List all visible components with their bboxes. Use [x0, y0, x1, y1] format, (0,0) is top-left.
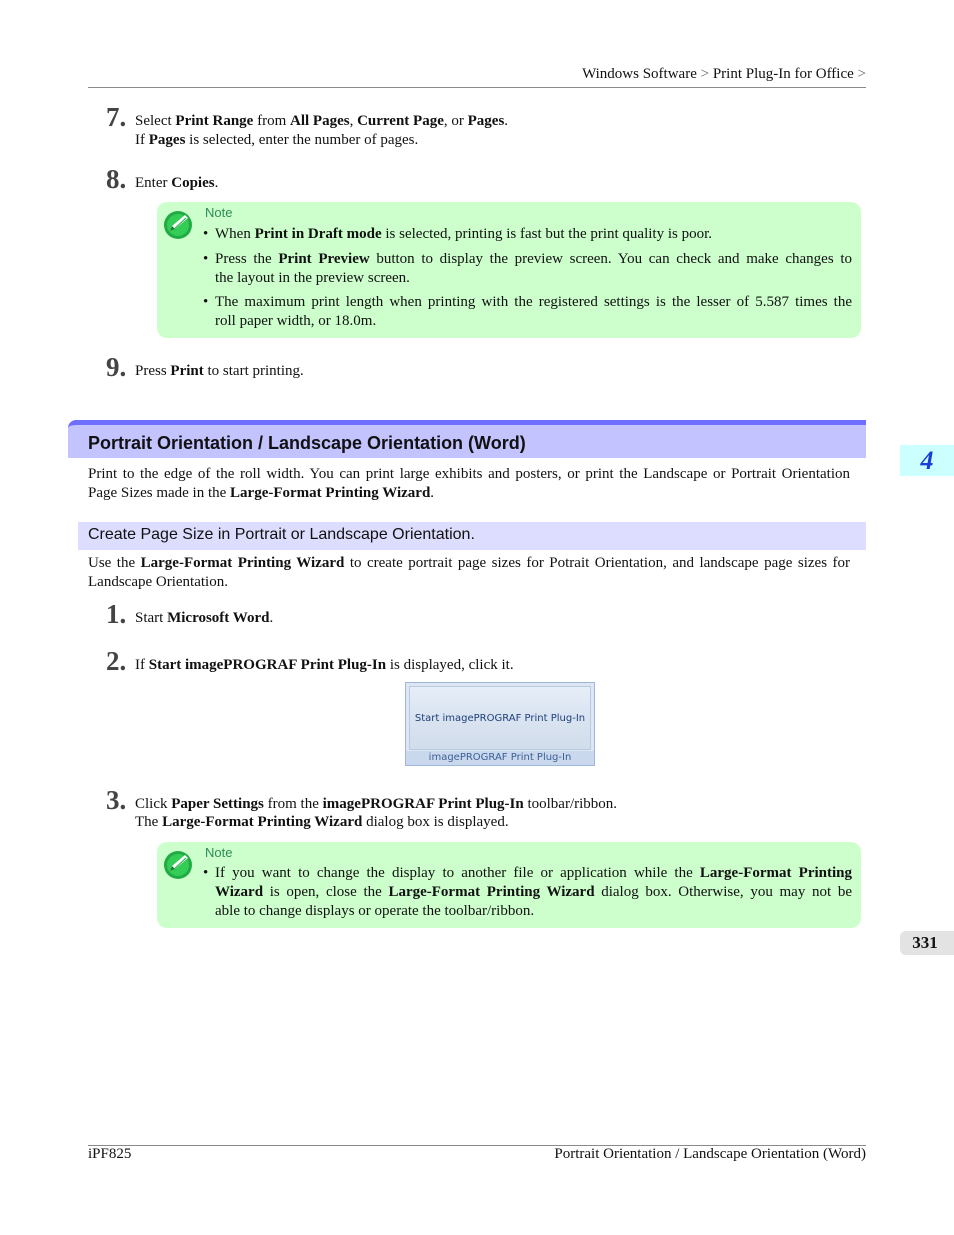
chapter-tab — [900, 445, 954, 476]
start-plugin-ribbon-button[interactable]: Start imagePROGRAF Print Plug-In — [414, 713, 586, 724]
header-breadcrumb-2: Print Plug-In for Office — [712, 66, 854, 82]
chapter-number: 4 — [920, 446, 934, 475]
ribbon-button-area — [409, 686, 591, 750]
step-number-1: 1. — [106, 599, 127, 629]
header-separator: > — [700, 66, 710, 82]
step-8-text: Enter Copies. — [135, 175, 219, 191]
page-number-tab — [900, 931, 954, 955]
step-number-8: 8. — [106, 164, 127, 194]
step-number-2: 2. — [106, 646, 127, 676]
bullet: • — [203, 865, 209, 881]
footer-section: Portrait Orientation / Landscape Orientation (Word) — [554, 1146, 866, 1162]
note-item-1: If you want to change the display to another file or application while the Large-Format Printing Wizard is open, close the Large-Format Printing Wizard dialog box. Otherwise, you may not be able to change displays or operate the toolbar/ribbon. — [215, 865, 852, 919]
page-number: 331 — [912, 933, 938, 952]
ribbon-group-label: imagePROGRAF Print Plug-In — [406, 751, 594, 765]
step-7-line-1: Select Print Range from All Pages, Current Page, or Pages. — [135, 113, 509, 129]
step-3-line-1: Click Paper Settings from the imagePROGRAF Print Plug-In toolbar/ribbon. — [135, 796, 618, 812]
step-number-7: 7. — [106, 102, 127, 132]
step-7-line-2: If Pages is selected, enter the number of pages. — [135, 132, 419, 148]
subsection-heading-bar — [78, 522, 866, 550]
subsection-paragraph: Use the Large-Format Printing Wizard to create portrait page sizes for Potrait Orientation, and landscape page sizes for Landscape Orientation. — [88, 555, 850, 590]
note-label: Note — [205, 845, 233, 860]
step-9-text: Press Print to start printing. — [135, 363, 304, 379]
bullet: • — [203, 294, 209, 310]
note-label: Note — [205, 205, 233, 220]
note-box — [157, 842, 861, 928]
footer-model: iPF825 — [88, 1146, 132, 1162]
section-heading-bar — [68, 420, 866, 458]
bullet: • — [203, 251, 209, 267]
running-header — [582, 66, 866, 83]
step-3-line-2: The Large-Format Printing Wizard dialog box is displayed. — [135, 814, 509, 830]
note-item-2: Press the Print Preview button to display the preview screen. You can check and make changes to the layout in the preview screen. — [215, 251, 852, 286]
pencil-note-icon — [161, 208, 195, 240]
header-breadcrumb-1: Windows Software — [582, 66, 697, 82]
header-separator: > — [857, 66, 866, 82]
section-title: Portrait Orientation / Landscape Orientation (Word) — [88, 433, 526, 453]
section-intro: Print to the edge of the roll width. You can print large exhibits and posters, or print the Landscape or Portrait Orientation Page Sizes made in the Large-Format Printing Wizard. — [88, 466, 850, 501]
step-1-text: Start Microsoft Word. — [135, 610, 274, 626]
step-number-9: 9. — [106, 352, 127, 382]
note-item-1: When Print in Draft mode is selected, printing is fast but the print quality is poor. — [215, 226, 713, 242]
step-2-text: If Start imagePROGRAF Print Plug-In is displayed, click it. — [135, 657, 514, 673]
note-item-3: The maximum print length when printing with the registered settings is the lesser of 5.587 times the roll paper width, or 18.0m. — [215, 294, 852, 329]
bullet: • — [203, 226, 209, 242]
pencil-note-icon — [161, 848, 195, 880]
note-box — [157, 202, 861, 338]
subsection-title: Create Page Size in Portrait or Landscape Orientation. — [88, 526, 475, 543]
ribbon-screenshot — [405, 682, 595, 766]
step-number-3: 3. — [106, 785, 127, 815]
header-divider — [88, 87, 866, 88]
